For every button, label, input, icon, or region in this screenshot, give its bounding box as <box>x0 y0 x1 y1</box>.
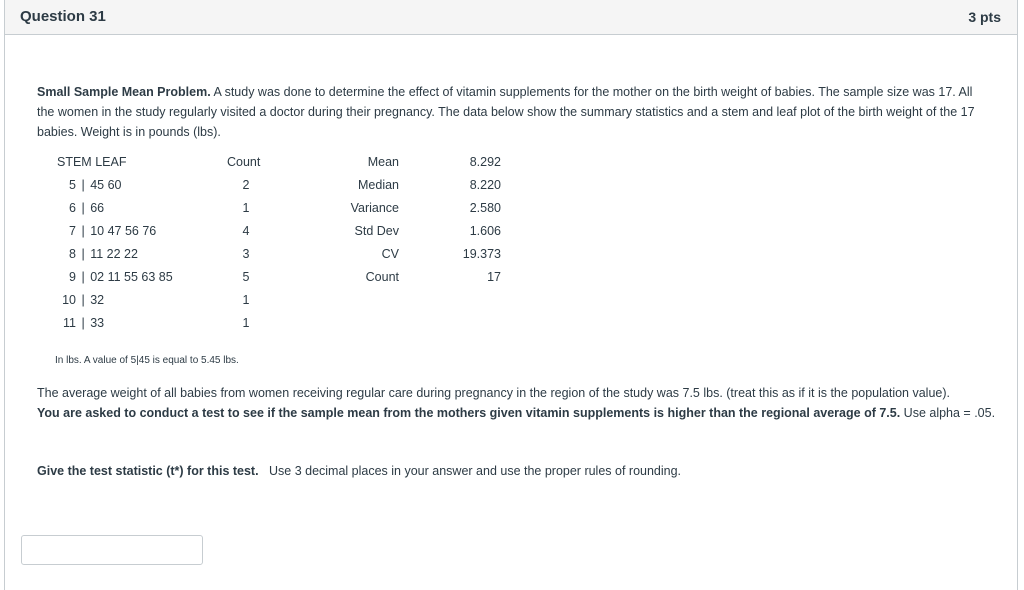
leaf-values: 33 <box>90 316 105 330</box>
stat-value: 8.220 <box>469 178 501 192</box>
question-title: Question 31 <box>20 8 106 25</box>
stem-value: 8 <box>69 247 76 261</box>
prompt-paragraph <box>37 461 681 481</box>
table-row: 5 | 45 60 <box>50 175 250 195</box>
count-value: 5 <box>242 270 250 284</box>
count-value: 3 <box>242 247 250 261</box>
question-card <box>4 0 1018 590</box>
stat-name: Variance <box>350 201 399 215</box>
stem-value: 7 <box>69 224 76 238</box>
stat-value: 1.606 <box>469 224 501 238</box>
intro-text: A study was done to determine the effect of vitamin supplements for the mother on the birth weight of babies. The sample size was 17. All the women in the study regularly visited a doctor during their pregnancy. The data below show the summary statistics and a stem and leaf plot of the birth weight of the 17 babies. Weight is in pounds (lbs). <box>37 85 975 139</box>
prompt-text: Use 3 decimal places in your answer and use the proper rules of rounding. <box>258 464 682 478</box>
count-value: 1 <box>242 293 250 307</box>
stat-name: CV <box>381 247 399 261</box>
intro-paragraph <box>37 82 987 142</box>
answer-input[interactable] <box>21 535 203 565</box>
count-value: 4 <box>242 224 250 238</box>
stem-value: 9 <box>69 270 76 284</box>
stem-leaf-header: STEM LEAF <box>57 155 127 169</box>
stat-name: Std Dev <box>354 224 399 238</box>
table-footnote: In lbs. A value of 5|45 is equal to 5.45 lbs. <box>55 355 239 366</box>
stat-name: Mean <box>367 155 399 169</box>
question-header <box>5 0 1017 35</box>
table-row: 11 | 33 <box>50 313 250 333</box>
leaf-values: 32 <box>90 293 105 307</box>
table-row: 7 | 10 47 56 76 <box>50 221 250 241</box>
stem-value: 6 <box>69 201 76 215</box>
leaf-values: 10 47 56 76 <box>90 224 157 238</box>
test-instruction: You are asked to conduct a test to see if the sample mean from the mothers given vitamin supplements is higher than the regional average of 7.5. <box>37 406 901 420</box>
stem-value: 10 <box>62 293 76 307</box>
leaf-values: 11 22 22 <box>90 247 138 261</box>
leaf-values: 45 60 <box>90 178 122 192</box>
stat-value: 19.373 <box>462 247 501 261</box>
stem-value: 5 <box>69 178 76 192</box>
count-value: 1 <box>242 316 250 330</box>
stat-value: 8.292 <box>469 155 501 169</box>
alpha-text: Use alpha = .05. <box>900 406 996 420</box>
table-row: 6 | 66 <box>50 198 250 218</box>
leaf-values: 66 <box>90 201 105 215</box>
leaf-values: 02 11 55 63 85 <box>90 270 173 284</box>
stem-value: 11 <box>63 316 76 330</box>
table-row: 9 | 02 11 55 63 85 <box>50 267 250 287</box>
stat-value: 17 <box>487 270 501 284</box>
population-text: The average weight of all babies from women receiving regular care during pregnancy in the region of the study was 7.5 lbs. (treat this as if it is the population value). <box>37 386 950 400</box>
table-row: 8 | 11 22 22 <box>50 244 250 264</box>
count-value: 2 <box>242 178 250 192</box>
stat-name: Median <box>358 178 399 192</box>
stat-name: Count <box>365 270 399 284</box>
prompt-bold: Give the test statistic (t*) for this test. <box>37 464 259 478</box>
intro-bold-lead: Small Sample Mean Problem. <box>37 85 211 99</box>
stat-value: 2.580 <box>469 201 501 215</box>
count-header: Count <box>227 155 261 169</box>
population-paragraph <box>37 383 997 423</box>
table-row: 10 | 32 <box>50 290 250 310</box>
count-value: 1 <box>242 201 250 215</box>
question-points: 3 pts <box>968 9 1001 25</box>
